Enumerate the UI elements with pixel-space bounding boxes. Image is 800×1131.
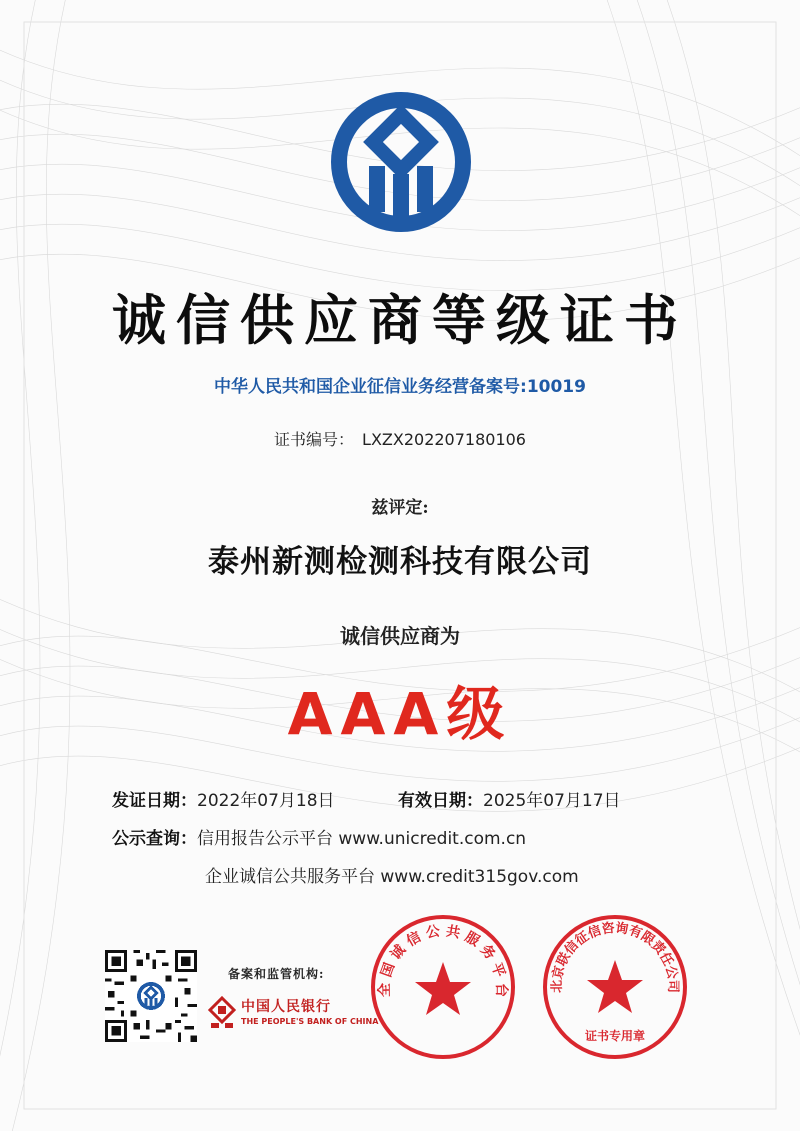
inquiry-label: 公示查询：: [112, 829, 197, 849]
certificate-number: [0, 427, 800, 450]
star-icon: [587, 960, 643, 1013]
issue-date-value: 2022年07月18日: [197, 791, 335, 811]
inquiry-line-2: 企业诚信公共服务平台 www.credit315gov.com: [205, 867, 579, 887]
credit-grade: AAA级: [287, 680, 513, 748]
seal-credit-company-text: 北京联信征信咨询有限责任公司: [549, 920, 681, 993]
qr-code-icon: [105, 950, 197, 1042]
valid-date-label: 有效日期：: [398, 791, 483, 811]
company-name: 泰州新测检测科技有限公司: [208, 544, 592, 580]
seal-credit-company: [540, 912, 690, 1062]
inquiry-line-1: 信用报告公示平台 www.unicredit.com.cn: [197, 829, 527, 849]
valid-date-row: [398, 786, 621, 811]
registration-number: 中华人民共和国企业征信业务经营备案号:10019: [214, 377, 586, 397]
seal-credit-company-bottom: 证书专用章: [584, 1029, 646, 1043]
supplier-as-label: 诚信供应商为: [340, 624, 460, 648]
seal-credit-platform: [368, 912, 518, 1062]
pboc-name-en: THE PEOPLE'S BANK OF CHINA: [241, 1017, 379, 1026]
issue-date-label: 发证日期：: [112, 791, 197, 811]
valid-date-value: 2025年07月17日: [483, 791, 621, 811]
certificate-title: 诚信供应商等级证书: [112, 289, 688, 352]
credit-logo-icon: [331, 92, 471, 232]
certificate-number-label: 证书编号：: [274, 430, 355, 449]
pboc-name-cn: 中国人民银行: [241, 999, 331, 1015]
pboc-emblem-icon: [207, 996, 237, 1030]
star-icon: [415, 962, 471, 1015]
assessed-label: 兹评定:: [371, 498, 429, 518]
inquiry-row: [112, 824, 526, 849]
seal-credit-platform-text: 全 国 诚 信 公 共 服 务 平 台: [376, 923, 510, 998]
certificate-number-value: LXZX202207180106: [362, 430, 526, 449]
issue-date-row: [112, 786, 335, 811]
regulator-label: 备案和监管机构:: [228, 967, 325, 981]
